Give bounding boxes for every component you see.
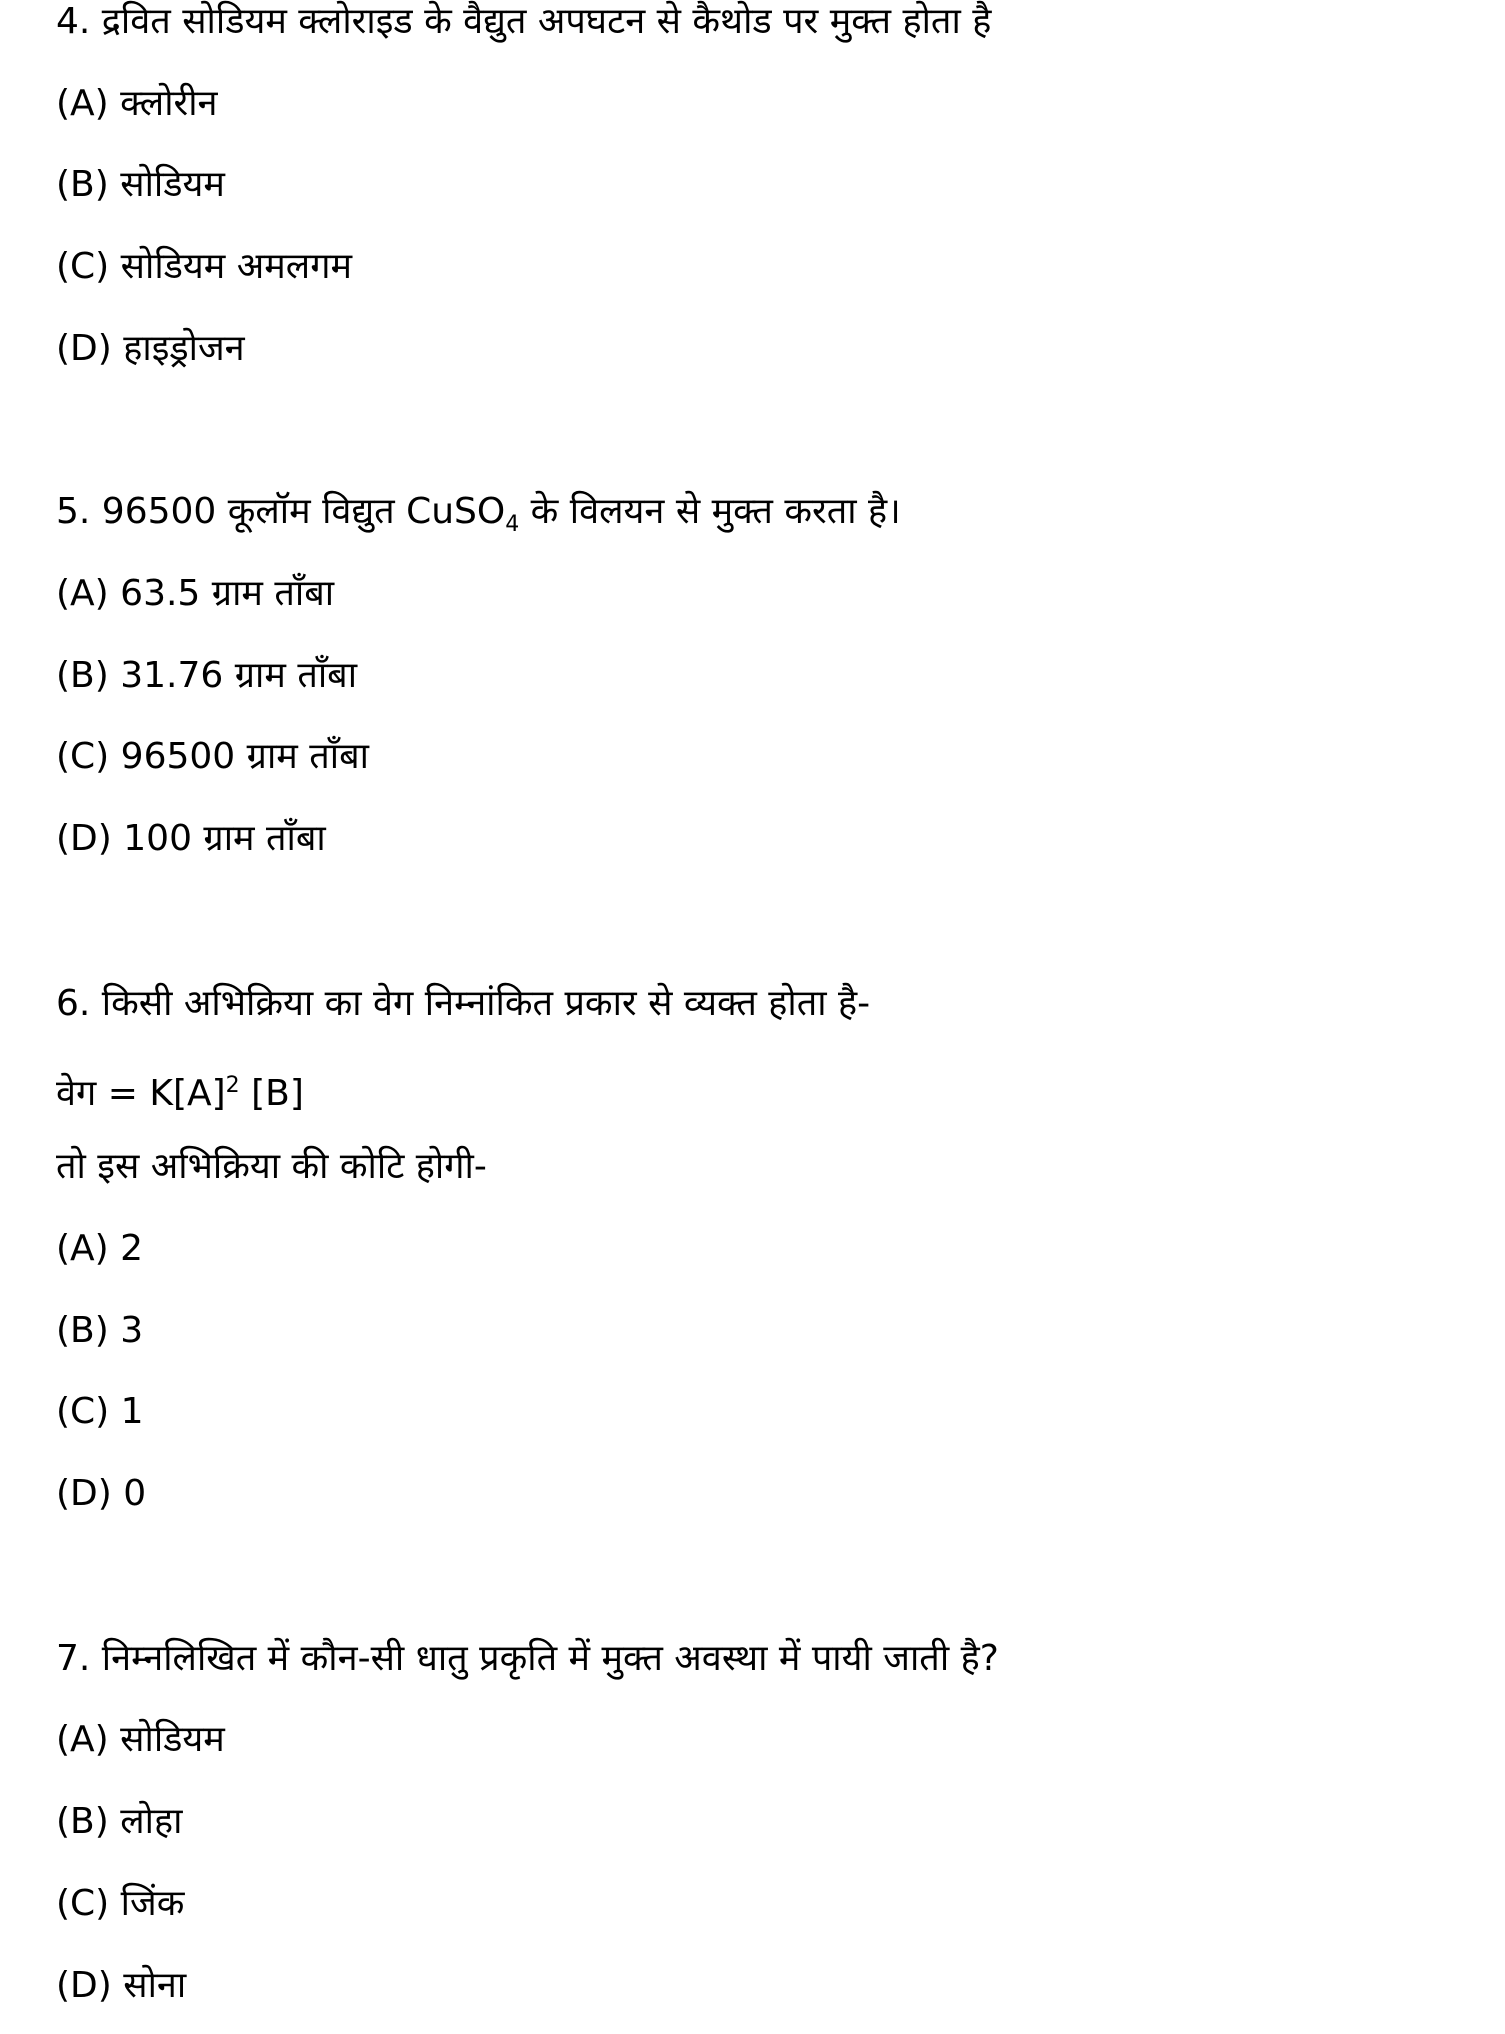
- option-a: (A) 63.5 ग्राम ताँबा: [56, 573, 335, 614]
- option-d: (D) हाइड्रोजन: [56, 328, 245, 369]
- option-d: (D) 100 ग्राम ताँबा: [56, 818, 326, 859]
- question-text: 4. द्रवित सोडियम क्लोराइड के वैद्युत अपघटन से कैथोड पर मुक्त होता है: [56, 1, 992, 42]
- option-a: (A) 2: [56, 1228, 144, 1269]
- option-a: (A) क्लोरीन: [56, 83, 218, 124]
- question-text: [56, 490, 901, 547]
- question-text-part: के विलयन से मुक्त करता है।: [519, 491, 901, 532]
- question-text: 7. निम्नलिखित में कौन-सी धातु प्रकृति में मुक्त अवस्था में पायी जाती है?: [56, 1638, 999, 1679]
- option-d: (D) सोना: [56, 1965, 187, 2006]
- option-b: (B) 31.76 ग्राम ताँबा: [56, 655, 358, 696]
- rate-equation: [56, 1064, 304, 1116]
- subscript: 4: [505, 512, 520, 538]
- option-c: (C) 1: [56, 1391, 144, 1432]
- question-text-2: तो इस अभिक्रिया की कोटि होगी-: [56, 1146, 487, 1187]
- option-c: (C) 96500 ग्राम ताँबा: [56, 736, 369, 777]
- superscript: 2: [225, 1073, 240, 1098]
- option-b: (B) सोडियम: [56, 164, 225, 205]
- option-b: (B) लोहा: [56, 1801, 183, 1842]
- equation-part: [B]: [239, 1073, 304, 1114]
- question-text-part: 5. 96500 कूलॉम विद्युत CuSO: [56, 491, 506, 532]
- option-a: (A) सोडियम: [56, 1719, 225, 1760]
- question-text: 6. किसी अभिक्रिया का वेग निम्नांकित प्रकार से व्यक्त होता है-: [56, 983, 871, 1024]
- option-d: (D) 0: [56, 1473, 147, 1514]
- option-b: (B) 3: [56, 1310, 144, 1351]
- option-c: (C) सोडियम अमलगम: [56, 246, 353, 287]
- option-c: (C) जिंक: [56, 1883, 185, 1924]
- equation-part: वेग = K[A]: [56, 1073, 226, 1114]
